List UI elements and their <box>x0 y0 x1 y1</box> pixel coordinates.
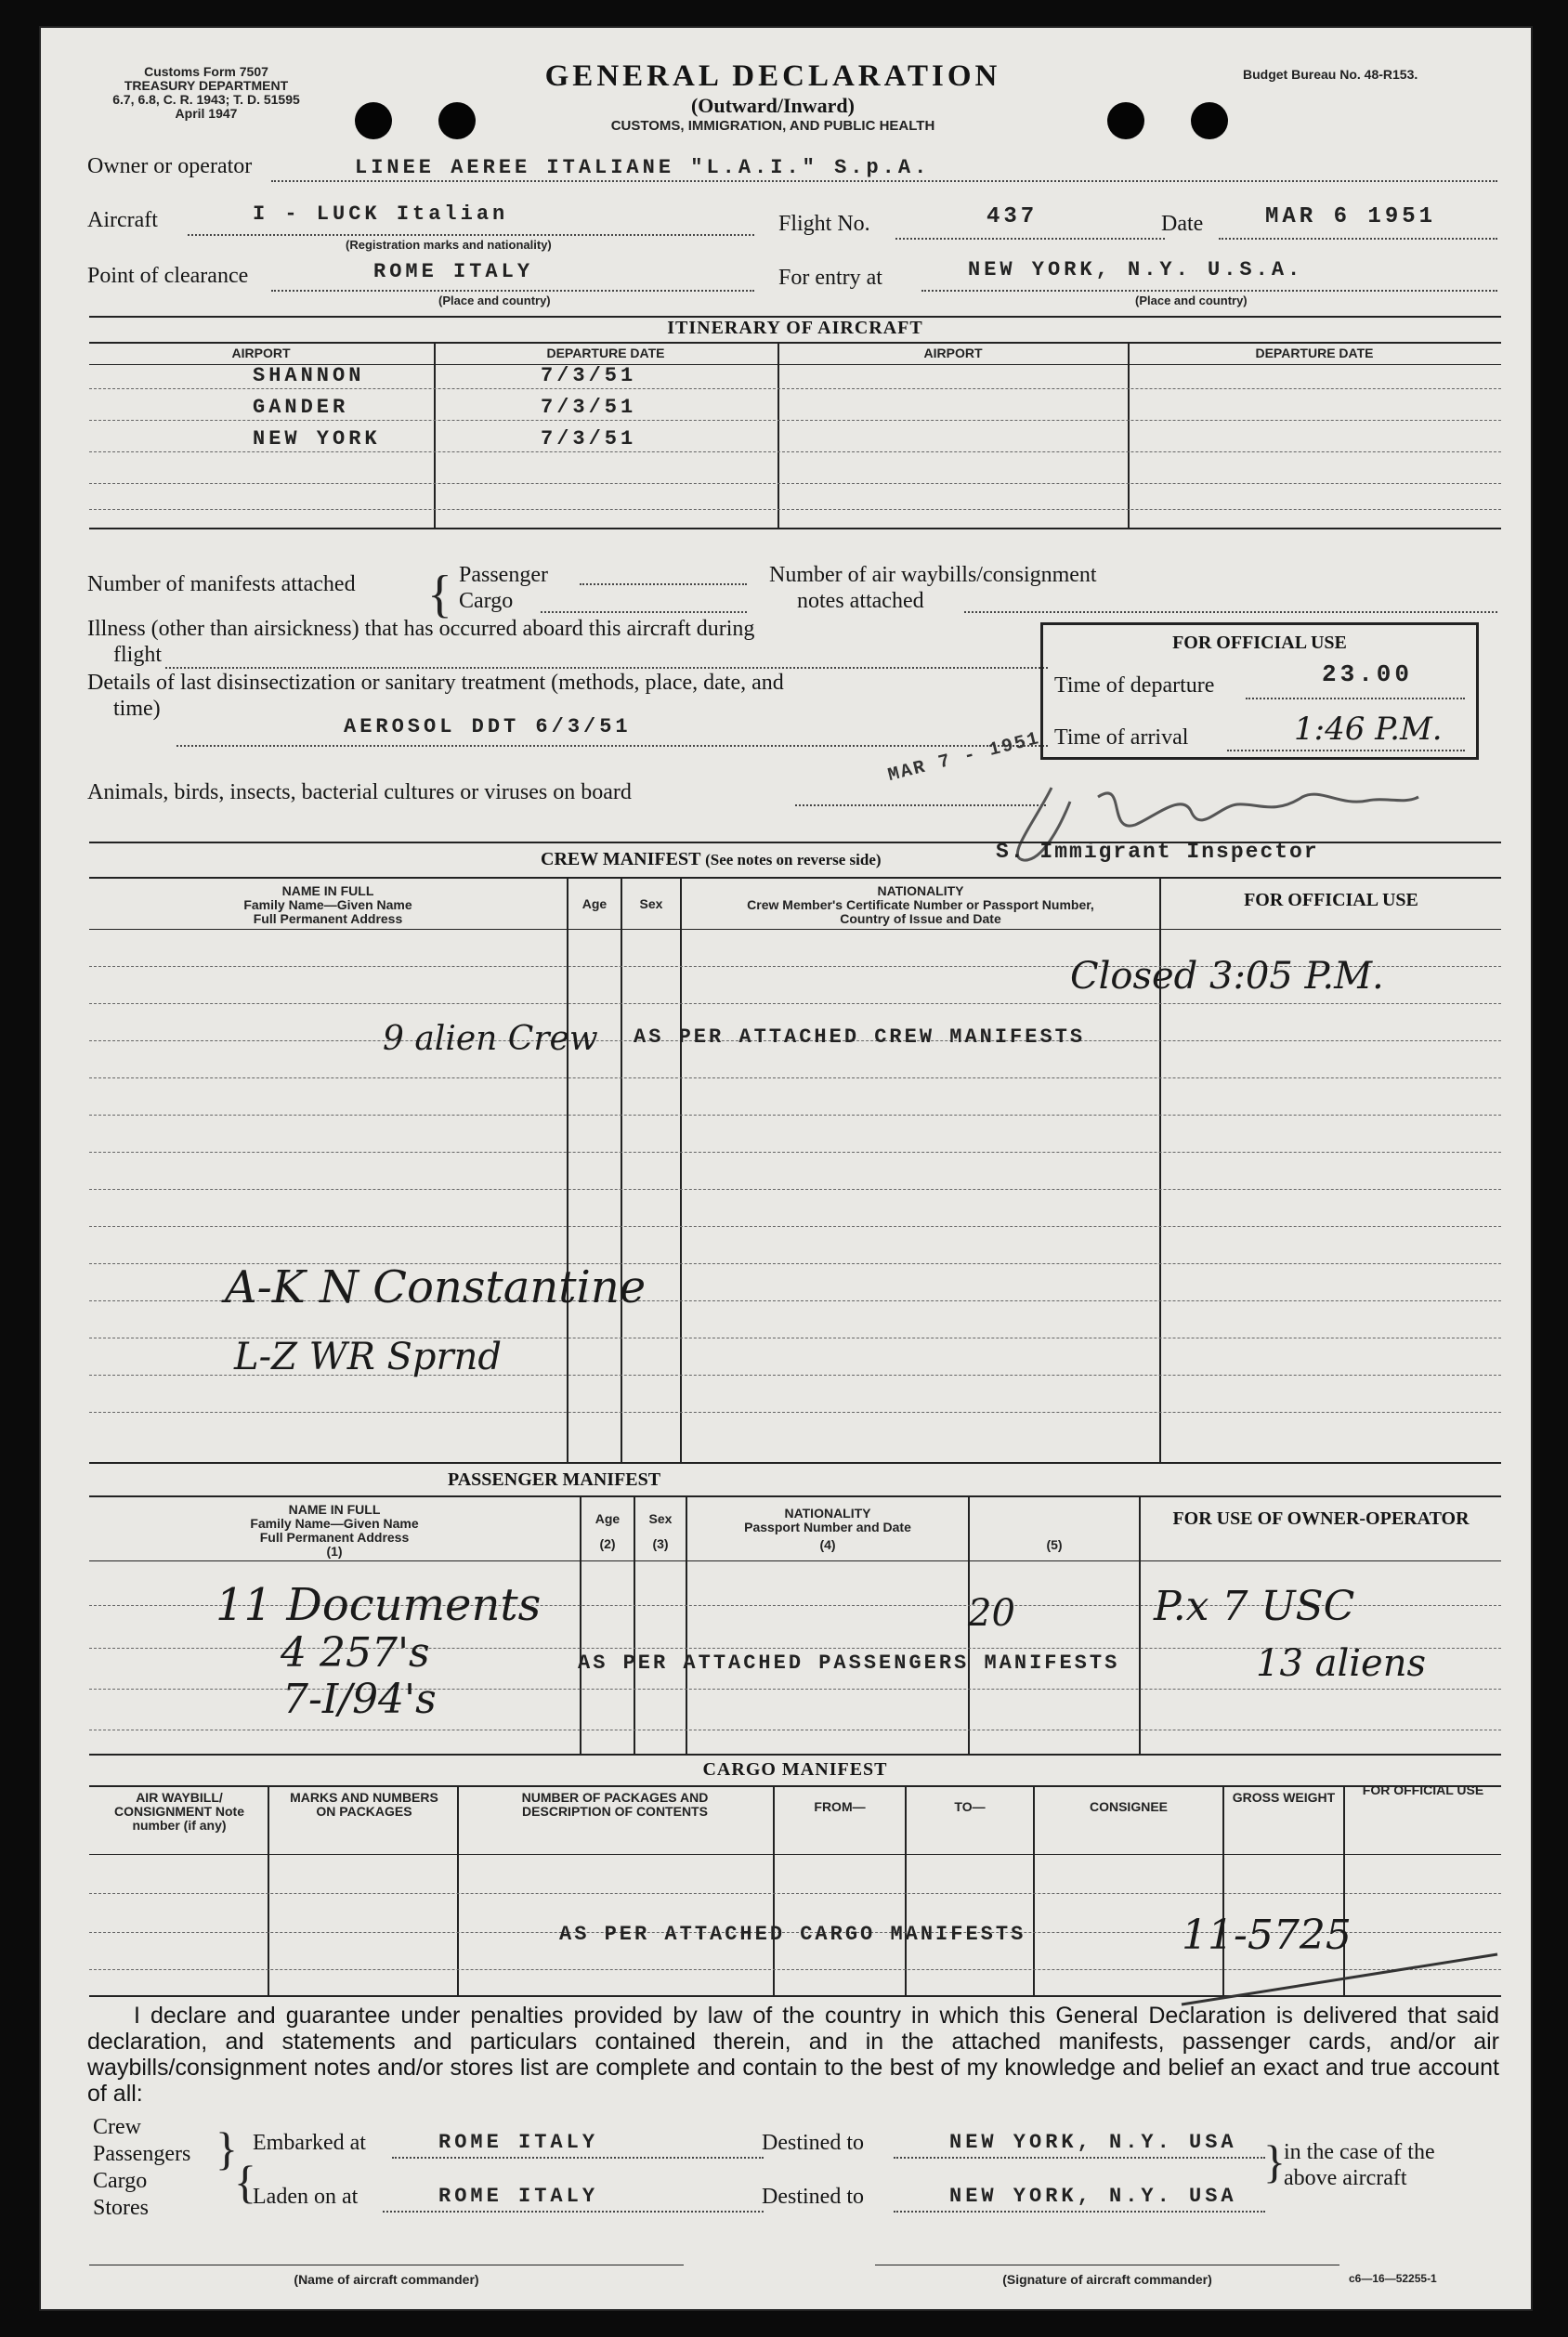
form-id-block <box>85 65 327 121</box>
pax-col-sex-num: (3) <box>652 1536 669 1551</box>
pax-documents-note: 11 Documents <box>216 1579 542 1631</box>
destined-value-2: NEW YORK, N.Y. USA <box>949 2185 1237 2208</box>
itinerary-col-airport: AIRPORT <box>231 346 291 360</box>
inspector-caption: S. Immigrant Inspector <box>996 840 1319 864</box>
commander-name-caption: (Name of aircraft commander) <box>294 2272 479 2287</box>
destined-value: NEW YORK, N.Y. USA <box>949 2131 1237 2154</box>
cargo-col-consignee: CONSIGNEE <box>1089 1799 1168 1814</box>
budget-bureau-number: Budget Bureau No. 48-R153. <box>1243 67 1418 82</box>
cargo-col-weight: GROSS WEIGHT <box>1232 1790 1336 1805</box>
cargo-col-to: TO— <box>954 1799 986 1814</box>
laden-value: ROME ITALY <box>438 2185 599 2208</box>
pax-attached-note: AS PER ATTACHED PASSENGERS MANIFESTS <box>578 1652 1120 1675</box>
cargo-col-marks: MARKS AND NUMBERS ON PACKAGES <box>290 1790 438 1819</box>
illness-label-2: flight <box>113 643 162 667</box>
pax-col-nat-num: (4) <box>819 1537 836 1552</box>
itinerary-airport: SHANNON <box>253 364 365 387</box>
departure-value: 23.00 <box>1322 660 1414 688</box>
itinerary-title: ITINERARY OF AIRCRAFT <box>667 318 923 338</box>
disinsect-label: Details of last disinsectization or sanitary treatment (methods, place, date, and <box>87 671 784 695</box>
itinerary-col-airport-2: AIRPORT <box>923 346 983 360</box>
official-use-title: FOR OFFICIAL USE <box>1172 633 1347 653</box>
decl-passengers: Passengers <box>93 2142 191 2166</box>
departure-label: Time of departure <box>1054 673 1215 698</box>
form-date: April 1947 <box>175 106 238 121</box>
clearance-label: Point of clearance <box>87 264 249 288</box>
pax-col-name-3: Full Permanent Address <box>259 1530 410 1545</box>
case-label: in the case of the <box>1284 2140 1435 2164</box>
decl-crew: Crew <box>93 2115 141 2139</box>
clearance-underline <box>271 290 754 292</box>
crew-note: (See notes on reverse side) <box>705 851 882 868</box>
pax-px-note: P.x 7 USC <box>1154 1583 1355 1630</box>
clearance-caption: (Place and country) <box>438 294 551 307</box>
manifests-label: Number of manifests attached <box>87 572 356 596</box>
date-stamp: MAR 7 - 1951 <box>885 728 1043 787</box>
flight-value: 437 <box>987 204 1039 229</box>
itinerary-date: 7/3/51 <box>541 427 637 450</box>
pax-twenty-note: 20 <box>968 1592 1015 1635</box>
animals-label: Animals, birds, insects, bacterial cultures or viruses on board <box>87 780 632 804</box>
page-title: GENERAL DECLARATION <box>544 59 1001 93</box>
itinerary-airport: NEW YORK <box>253 427 381 450</box>
pax-col-nationality <box>687 1507 968 1552</box>
waybills-label: Number of air waybills/consignment <box>769 563 1097 587</box>
clearance-value: ROME ITALY <box>373 260 534 283</box>
itinerary-col-departure-2: DEPARTURE DATE <box>1255 346 1374 360</box>
print-code: c6—16—52255-1 <box>1349 2272 1437 2285</box>
cargo-col-packages: NUMBER OF PACKAGES AND DESCRIPTION OF CONTENTS <box>521 1790 709 1819</box>
crew-col-nationality <box>682 884 1159 926</box>
regulation-reference: 6.7, 6.8, C. R. 1943; T. D. 51595 <box>112 92 300 107</box>
destined-label: Destined to <box>762 2131 864 2155</box>
crew-manifest-title: CREW MANIFEST <box>541 849 701 869</box>
pax-col-nat-1: NATIONALITY <box>784 1506 871 1521</box>
destined-label-2: Destined to <box>762 2185 864 2209</box>
itinerary-date: 7/3/51 <box>541 364 637 387</box>
aircraft-value: I - LUCK Italian <box>253 202 509 226</box>
cargo-label: Cargo <box>459 589 514 613</box>
pax-col-age-num: (2) <box>599 1536 616 1551</box>
cargo-col-waybill: AIR WAYBILL/ CONSIGNMENT Note number (if any) <box>114 1790 244 1833</box>
disinsect-value: AEROSOL DDT 6/3/51 <box>344 715 632 738</box>
crew-col-nat-1: NATIONALITY <box>877 883 964 898</box>
cargo-col-from: FROM— <box>814 1799 866 1814</box>
pax-257-note: 4 257's <box>281 1629 430 1677</box>
owner-label: Owner or operator <box>87 154 253 178</box>
official-use-box <box>1040 622 1479 760</box>
punch-hole <box>1107 102 1144 139</box>
pax-col-age-label: Age <box>595 1511 621 1526</box>
brace-icon: { <box>234 2156 256 2208</box>
case-label-2: above aircraft <box>1284 2166 1407 2190</box>
punch-hole <box>355 102 392 139</box>
decl-cargo: Cargo <box>93 2169 148 2193</box>
entry-label: For entry at <box>778 266 882 290</box>
passenger-label: Passenger <box>459 563 548 587</box>
pax-aliens-note: 13 aliens <box>1256 1642 1427 1685</box>
crew-col-nat-2: Crew Member's Certificate Number or Passport Number, <box>747 897 1094 912</box>
crew-lz-note: L-Z WR Sprnd <box>234 1336 503 1378</box>
pax-col-sex-label: Sex <box>648 1511 673 1526</box>
commander-signature-caption: (Signature of aircraft commander) <box>1002 2272 1212 2287</box>
disinsect-label-2: time) <box>113 697 161 721</box>
brace-icon: } <box>216 2122 238 2174</box>
pax-col-name-2: Family Name—Given Name <box>250 1516 419 1531</box>
embarked-value: ROME ITALY <box>438 2131 599 2154</box>
pax-col-5: (5) <box>1046 1537 1063 1552</box>
page-subtitle: (Outward/Inward) <box>690 94 855 117</box>
title-block <box>476 59 1070 134</box>
crew-attached-note: AS PER ATTACHED CREW MANIFESTS <box>634 1025 1086 1049</box>
crew-col-name-1: NAME IN FULL <box>281 883 374 898</box>
date-label: Date <box>1161 212 1204 236</box>
laden-label: Laden on at <box>253 2185 359 2209</box>
crew-col-name-2: Family Name—Given Name <box>243 897 412 912</box>
owner-underline <box>271 180 1497 182</box>
arrival-value: 1:46 P.M. <box>1294 711 1443 748</box>
customs-form-number: Customs Form 7507 <box>144 64 268 79</box>
flight-underline <box>895 238 1165 240</box>
passenger-manifest-title: PASSENGER MANIFEST <box>448 1469 661 1490</box>
aircraft-label: Aircraft <box>87 208 158 232</box>
crew-official-use: FOR OFFICIAL USE <box>1244 890 1418 910</box>
itinerary-col-departure: DEPARTURE DATE <box>546 346 665 360</box>
entry-caption: (Place and country) <box>1135 294 1248 307</box>
pax-col-name <box>89 1503 580 1559</box>
itinerary-airport: GANDER <box>253 396 349 419</box>
aircraft-caption: (Registration marks and nationality) <box>346 238 552 252</box>
entry-value: NEW YORK, N.Y. U.S.A. <box>968 258 1304 281</box>
crew-col-name <box>89 884 567 926</box>
crew-ak-note: A-K N Constantine <box>225 1261 647 1313</box>
itinerary-date: 7/3/51 <box>541 396 637 419</box>
pax-col-nat-2: Passport Number and Date <box>744 1520 911 1534</box>
crew-col-age: Age <box>581 896 608 911</box>
crew-col-sex: Sex <box>639 896 663 911</box>
owner-value: LINEE AEREE ITALIANE "L.A.I." S.p.A. <box>355 156 931 179</box>
entry-underline <box>921 290 1497 292</box>
cargo-attached-note: AS PER ATTACHED CARGO MANIFESTS <box>559 1923 1026 1946</box>
crew-col-nat-3: Country of Issue and Date <box>840 911 1001 926</box>
punch-hole <box>438 102 476 139</box>
arrival-label: Time of arrival <box>1054 725 1189 750</box>
page-subtitle-2: CUSTOMS, IMMIGRATION, AND PUBLIC HEALTH <box>610 118 935 134</box>
pax-col-age <box>581 1512 634 1551</box>
pax-194-note: 7-I/94's <box>282 1676 437 1723</box>
pax-col-name-1: NAME IN FULL <box>288 1502 381 1517</box>
pax-col-name-num: (1) <box>326 1544 343 1559</box>
treasury-department: TREASURY DEPARTMENT <box>124 78 289 93</box>
date-underline <box>1219 238 1497 240</box>
declaration-categories <box>93 2114 190 2222</box>
brace-icon: { <box>427 566 452 623</box>
embarked-label: Embarked at <box>253 2131 366 2155</box>
flight-label: Flight No. <box>778 212 870 236</box>
waybills-label-2: notes attached <box>797 589 924 613</box>
crew-alien-note: 9 alien Crew <box>383 1020 598 1058</box>
cargo-handwritten-note: 11-5725 <box>1182 1912 1352 1959</box>
crew-title <box>541 849 882 870</box>
cargo-col-official: FOR OFFICIAL USE <box>1362 1782 1484 1797</box>
pax-col-sex <box>635 1512 686 1551</box>
crew-col-name-3: Full Permanent Address <box>253 911 403 926</box>
punch-hole <box>1191 102 1228 139</box>
owner-operator-use: FOR USE OF OWNER-OPERATOR <box>1172 1508 1470 1529</box>
declaration-text: I declare and guarantee under penalties provided by law of the country in which this General Declaration is delivered that said declaration, and statements and particulars contained therein, and in the attached manifests, passenger cards, and/or air waybills/consignment notes and/or stores list are complete and contain to the best of my knowledge and belief an exact and true account of all: <box>87 2003 1499 2107</box>
date-value: MAR 6 1951 <box>1265 204 1437 229</box>
general-declaration-document <box>39 26 1533 2311</box>
brace-icon: } <box>1263 2135 1286 2187</box>
aircraft-underline <box>188 234 754 236</box>
cargo-manifest-title: CARGO MANIFEST <box>702 1759 888 1780</box>
crew-closed-note: Closed 3:05 P.M. <box>1070 955 1384 998</box>
illness-label: Illness (other than airsickness) that has occurred aboard this aircraft during <box>87 617 755 641</box>
decl-stores: Stores <box>93 2196 149 2220</box>
